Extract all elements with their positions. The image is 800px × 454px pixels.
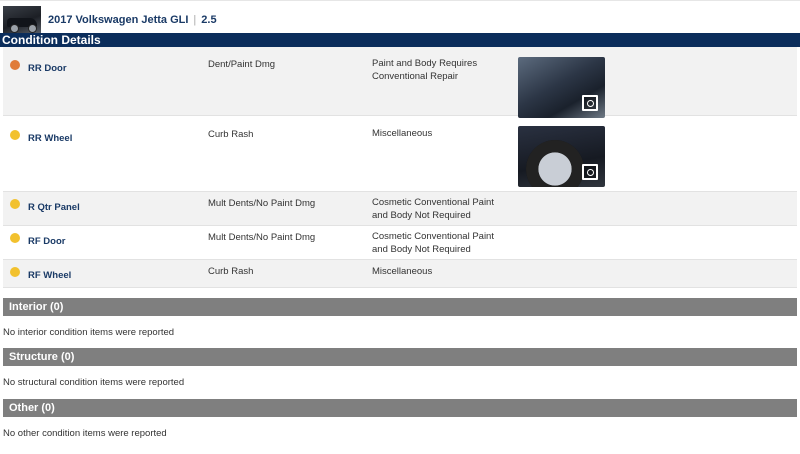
interior-section-header: Interior (0)	[3, 298, 797, 316]
vehicle-thumbnail[interactable]	[3, 6, 41, 34]
vehicle-header	[0, 0, 800, 34]
condition-location[interactable]: RR Wheel	[28, 133, 73, 144]
wheel-shape	[28, 24, 37, 33]
damage-photo[interactable]	[518, 57, 605, 118]
wheel-shape	[10, 24, 19, 33]
vehicle-title	[48, 14, 217, 26]
condition-row	[3, 226, 797, 260]
vehicle-name: 2017 Volkswagen Jetta GLI	[48, 14, 189, 26]
condition-location[interactable]: RF Door	[28, 236, 66, 247]
zoom-icon[interactable]	[582, 95, 598, 111]
condition-row	[3, 260, 797, 288]
condition-action: Miscellaneous	[372, 266, 433, 277]
severity-yellow-icon	[10, 267, 20, 277]
tire-shape	[526, 140, 584, 187]
condition-row	[3, 192, 797, 226]
condition-details-header: Condition Details	[0, 33, 800, 47]
condition-damage: Mult Dents/No Paint Dmg	[208, 232, 316, 243]
zoom-icon[interactable]	[582, 164, 598, 180]
severity-orange-icon	[10, 60, 20, 70]
title-separator: |	[193, 14, 197, 26]
structure-section-header: Structure (0)	[3, 348, 797, 366]
severity-yellow-icon	[10, 130, 20, 140]
condition-damage: Mult Dents/No Paint Dmg	[208, 198, 316, 209]
condition-row	[3, 116, 797, 192]
condition-action: Cosmetic Conventional Paint and Body Not Required	[372, 197, 494, 221]
condition-location[interactable]: RF Wheel	[28, 270, 72, 281]
other-section-header: Other (0)	[3, 399, 797, 417]
severity-yellow-icon	[10, 233, 20, 243]
condition-action: Cosmetic Conventional Paint and Body Not Required	[372, 231, 494, 255]
condition-location[interactable]: R Qtr Panel	[28, 202, 80, 213]
other-empty-text: No other condition items were reported	[3, 428, 167, 439]
condition-damage: Dent/Paint Dmg	[208, 59, 276, 70]
interior-empty-text: No interior condition items were reported	[3, 327, 175, 338]
condition-location[interactable]: RR Door	[28, 63, 67, 74]
vehicle-trim: 2.5	[201, 14, 217, 26]
condition-action: Miscellaneous	[372, 128, 433, 139]
condition-row	[3, 47, 797, 116]
damage-photo[interactable]	[518, 126, 605, 187]
condition-damage: Curb Rash	[208, 129, 254, 140]
severity-yellow-icon	[10, 199, 20, 209]
structure-empty-text: No structural condition items were reported	[3, 377, 185, 388]
condition-action: Paint and Body Requires Conventional Repair	[372, 58, 478, 82]
condition-damage: Curb Rash	[208, 266, 254, 277]
